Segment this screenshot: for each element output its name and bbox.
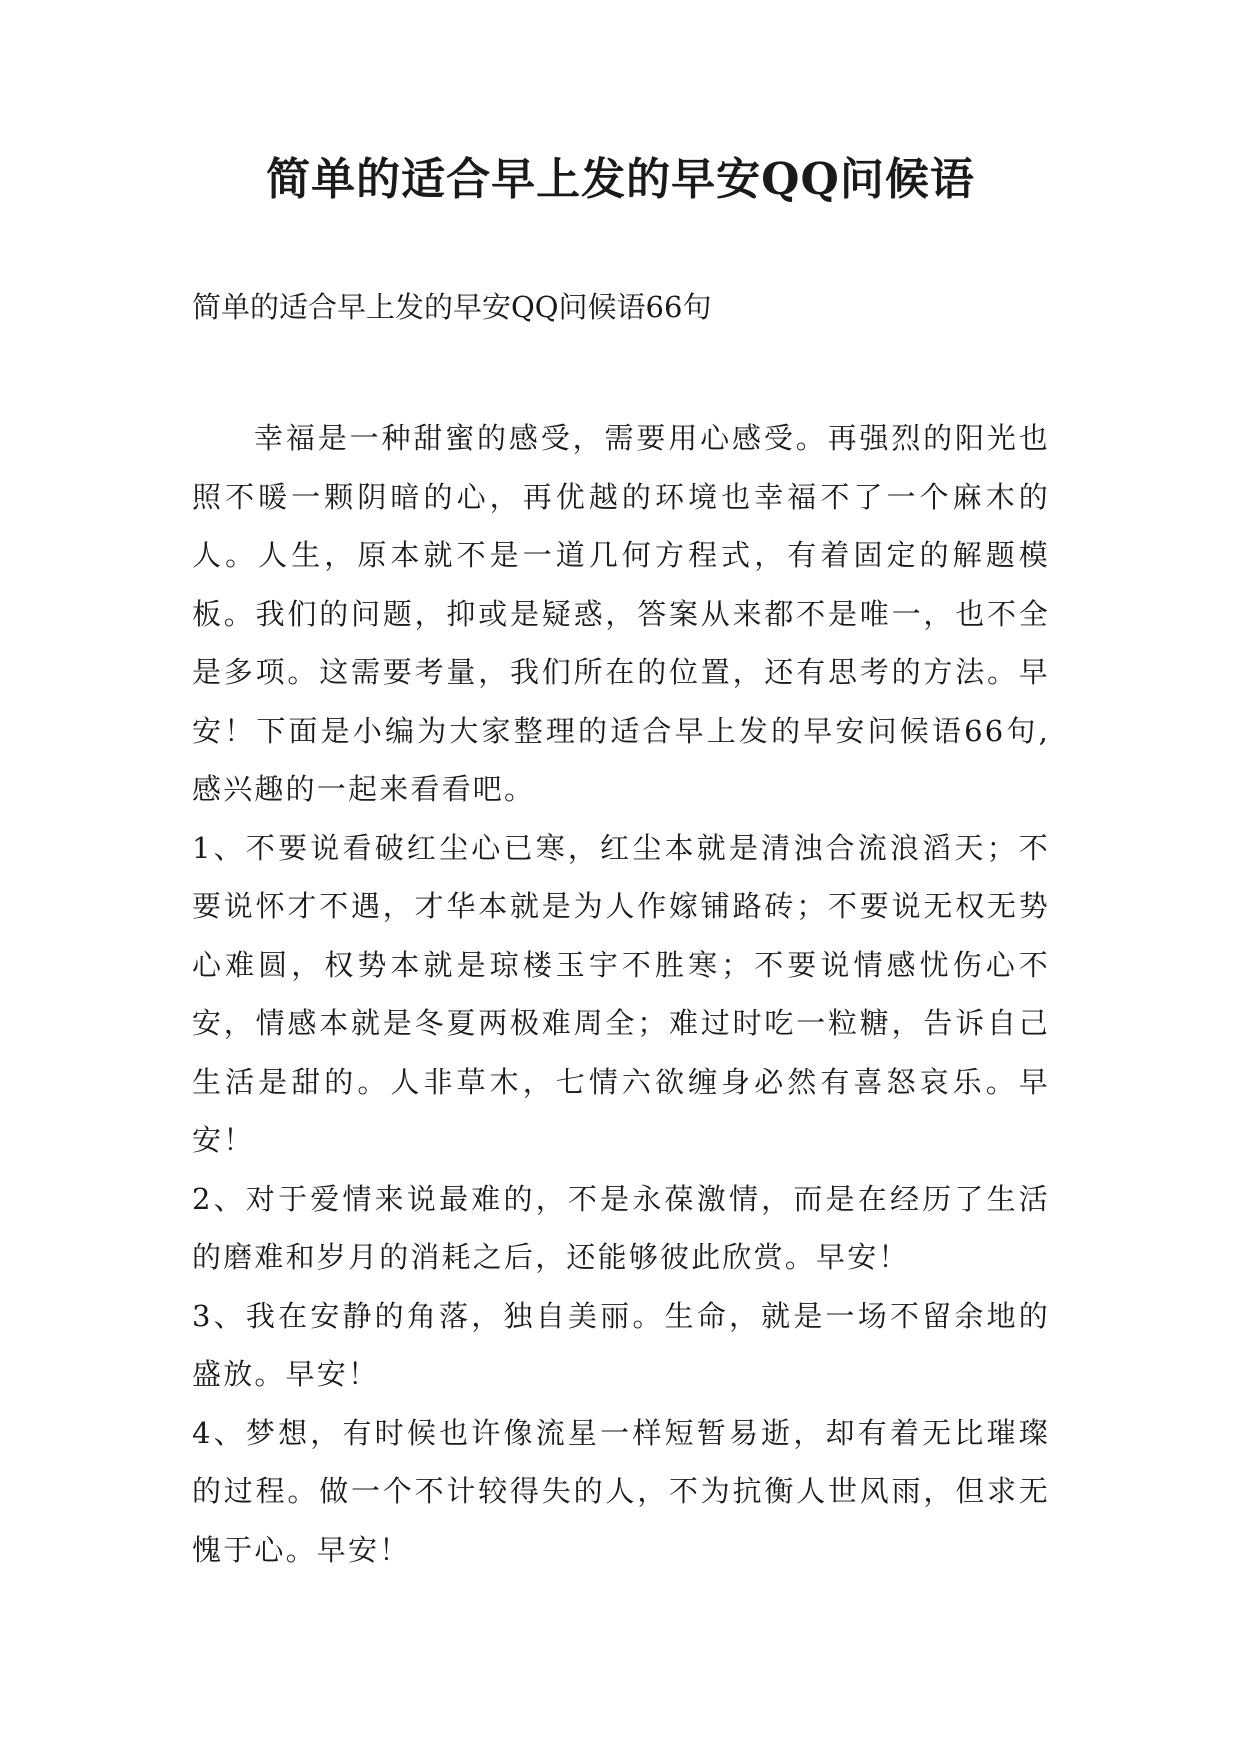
list-item: 1、不要说看破红尘心已寒，红尘本就是清浊合流浪滔天；不要说怀才不遇，才华本就是为人作嫁铺路砖；不要说无权无势心难圆，权势本就是琼楼玉宇不胜寒；不要说情感忧伤心不安，情感本就是冬夏两极难周全；难过时吃一粒糖，告诉自己生活是甜的。人非草木，七情六欲缠身必然有喜怒哀乐。早安！ [192, 830, 1050, 1157]
list-item: 3、我在安静的角落，独自美丽。生命，就是一场不留余地的盛放。早安！ [192, 1298, 1050, 1391]
intro-paragraph: 幸福是一种甜蜜的感受，需要用心感受。再强烈的阳光也照不暖一颗阴暗的心，再优越的环境也幸福不了一个麻木的人。人生，原本就不是一道几何方程式，有着固定的解题模板。我们的问题，抑或是疑惑，答案从来都不是唯一，也不全是多项。这需要考量，我们所在的位置，还有思考的方法。早安！下面是小编为大家整理的适合早上发的早安问候语66句,感兴趣的一起来看看吧。 [192, 421, 1050, 806]
document-subtitle: 简单的适合早上发的早安QQ问候语66句 [192, 290, 712, 324]
document-body [192, 409, 1050, 1579]
document-title: 简单的适合早上发的早安QQ问候语 [266, 154, 975, 205]
list-item: 4、梦想，有时候也许像流星一样短暂易逝，却有着无比璀璨的过程。做一个不计较得失的人，不为抗衡人世风雨，但求无愧于心。早安！ [192, 1415, 1050, 1567]
list-item: 2、对于爱情来说最难的，不是永葆激情，而是在经历了生活的磨难和岁月的消耗之后，还能够彼此欣赏。早安！ [192, 1181, 1050, 1274]
